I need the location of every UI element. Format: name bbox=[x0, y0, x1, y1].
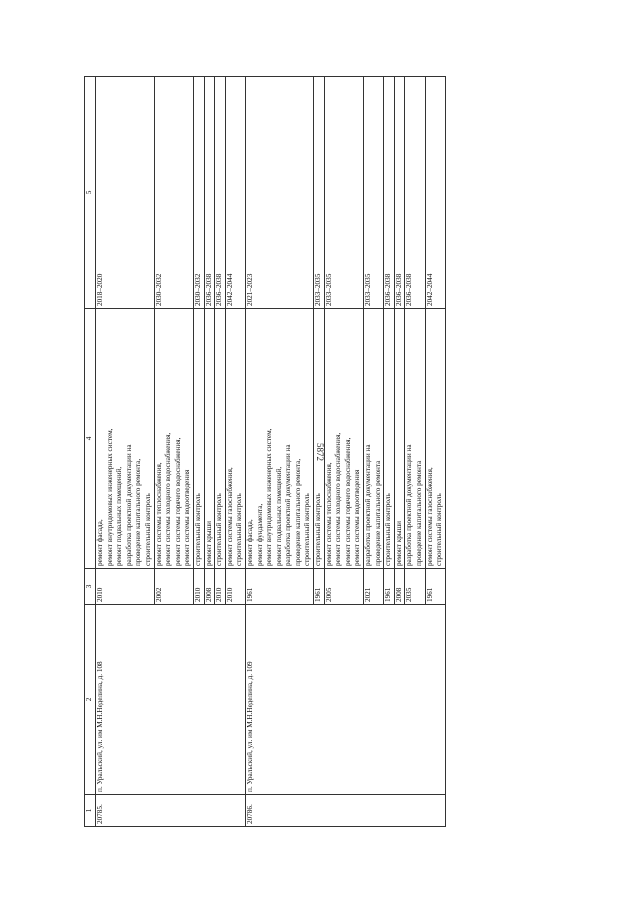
work-item: ремонт системы холодного водоснабжения, bbox=[334, 432, 343, 566]
work-item: ремонт внутридомовых инженерных систем, bbox=[105, 428, 114, 566]
building-number: 20785. bbox=[96, 795, 246, 827]
work-types bbox=[245, 309, 313, 569]
work-item: строительный контроль bbox=[314, 493, 323, 566]
work-item: ремонт системы холодного водоснабжения, bbox=[164, 432, 173, 566]
table-row bbox=[245, 77, 313, 827]
work-item: ремонт подвальных помещений, bbox=[274, 466, 283, 566]
planned-period: 2036–2038 bbox=[215, 77, 226, 309]
work-types bbox=[364, 309, 384, 569]
work-year: 1961 bbox=[245, 569, 313, 605]
work-year: 2010 bbox=[193, 569, 204, 605]
work-types bbox=[314, 309, 325, 569]
page-number: 5872 bbox=[315, 443, 325, 461]
work-item: ремонт фундамента, bbox=[255, 503, 264, 566]
planned-period: 2036–2038 bbox=[384, 77, 395, 309]
work-types bbox=[215, 309, 226, 569]
work-types bbox=[154, 309, 193, 569]
work-year: 2008 bbox=[204, 569, 215, 605]
work-types bbox=[394, 309, 405, 569]
work-item: ремонт системы водоотведения bbox=[183, 469, 192, 566]
planned-period: 2036–2038 bbox=[405, 77, 425, 309]
work-item: проведение капитального ремонта, bbox=[134, 458, 143, 566]
column-header: 5 bbox=[85, 77, 96, 309]
work-item: ремонт системы горячего водоснабжения, bbox=[343, 437, 352, 566]
work-year: 2010 bbox=[96, 569, 155, 605]
work-item: ремонт системы газоснабжения, bbox=[425, 467, 434, 566]
work-item: ремонт системы горячего водоснабжения, bbox=[173, 437, 182, 566]
column-header: 4 bbox=[85, 309, 96, 569]
building-number: 20786. bbox=[245, 795, 445, 827]
work-item: разработка проектной документации на bbox=[364, 444, 373, 566]
planned-period: 2021–2023 bbox=[245, 77, 313, 309]
planned-period: 2033–2035 bbox=[314, 77, 325, 309]
planned-period: 2036–2038 bbox=[204, 77, 215, 309]
column-header: 2 bbox=[85, 605, 96, 795]
planned-period: 2036–2038 bbox=[394, 77, 405, 309]
work-types bbox=[384, 309, 395, 569]
table-body bbox=[96, 77, 446, 827]
work-year: 1961 bbox=[425, 569, 445, 605]
building-address: п. Уральский, ул. им М.Н.Неделина, д. 109 bbox=[245, 605, 445, 795]
work-item: строительный контроль bbox=[235, 493, 244, 566]
header-row bbox=[85, 77, 96, 827]
planned-period: 2030–2032 bbox=[154, 77, 193, 309]
work-item: ремонт фасада, bbox=[96, 519, 104, 566]
column-header: 3 bbox=[85, 569, 96, 605]
work-item: ремонт подвальных помещений, bbox=[115, 466, 124, 566]
work-year: 2008 bbox=[394, 569, 405, 605]
building-address: п. Уральский, ул. им М.Н.Неделина, д. 108 bbox=[96, 605, 246, 795]
work-item: строительный контроль bbox=[435, 493, 444, 566]
work-year: 2002 bbox=[154, 569, 193, 605]
planned-period: 2018–2020 bbox=[96, 77, 155, 309]
work-item: ремонт крыши bbox=[394, 520, 403, 566]
work-item: проведение капитального ремонта bbox=[373, 460, 382, 566]
work-item: проведение капитального ремонта, bbox=[293, 458, 302, 566]
work-year: 2005 bbox=[324, 569, 363, 605]
work-item: ремонт системы теплоснабжения, bbox=[324, 462, 333, 566]
work-year: 2035 bbox=[405, 569, 425, 605]
work-item: ремонт системы теплоснабжения, bbox=[154, 462, 163, 566]
work-item: ремонт фасада, bbox=[245, 519, 254, 566]
work-year: 2010 bbox=[225, 569, 245, 605]
work-item: ремонт системы водоотведения bbox=[353, 469, 362, 566]
work-year: 2021 bbox=[364, 569, 384, 605]
planned-period: 2033–2035 bbox=[324, 77, 363, 309]
planned-period: 2042–2044 bbox=[225, 77, 245, 309]
work-types bbox=[324, 309, 363, 569]
work-types bbox=[204, 309, 215, 569]
work-types bbox=[405, 309, 425, 569]
work-item: строительный контроль bbox=[215, 493, 224, 566]
work-item: строительный контроль bbox=[384, 493, 393, 566]
work-types bbox=[425, 309, 445, 569]
rotated-sheet bbox=[84, 77, 516, 827]
work-year: 1961 bbox=[384, 569, 395, 605]
work-item: разработка проектной документации на bbox=[405, 444, 414, 566]
work-types bbox=[225, 309, 245, 569]
work-year: 1961 bbox=[314, 569, 325, 605]
work-year: 2010 bbox=[215, 569, 226, 605]
work-types bbox=[96, 309, 155, 569]
table-row bbox=[96, 77, 155, 827]
planned-period: 2030–2032 bbox=[193, 77, 204, 309]
work-item: строительный контроль bbox=[143, 493, 152, 566]
work-item: ремонт системы газоснабжения, bbox=[225, 467, 234, 566]
planned-period: 2033–2035 bbox=[364, 77, 384, 309]
work-item: проведение капитального ремонта bbox=[415, 460, 423, 566]
work-item: строительный контроль bbox=[303, 493, 312, 566]
column-header: 1 bbox=[85, 795, 96, 827]
work-item: разработка проектной документации на bbox=[124, 444, 133, 566]
work-types bbox=[193, 309, 204, 569]
repair-schedule-table bbox=[84, 76, 446, 827]
work-item: ремонт крыши bbox=[204, 520, 213, 566]
work-item: строительный контроль bbox=[193, 493, 202, 566]
planned-period: 2042–2044 bbox=[425, 77, 445, 309]
work-item: разработка проектной документации на bbox=[284, 444, 293, 566]
work-item: ремонт внутридомовых инженерных систем, bbox=[265, 428, 274, 566]
